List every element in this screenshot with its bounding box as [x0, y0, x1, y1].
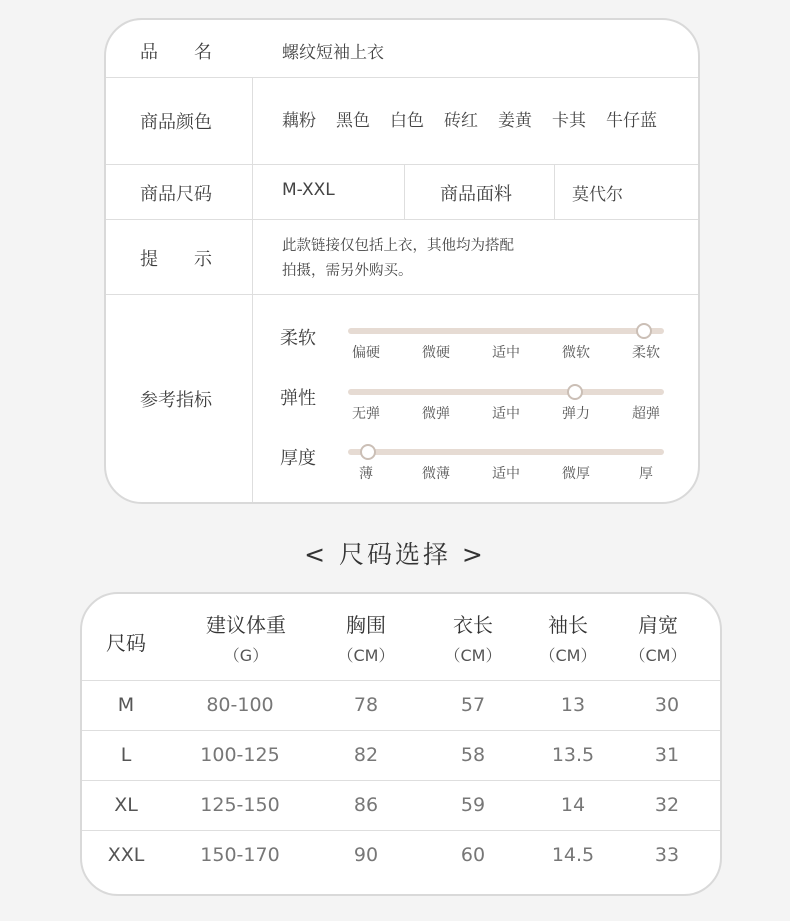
header-title: 袖长	[548, 613, 588, 637]
table-cell: 58	[460, 744, 486, 766]
header-unit: （CM）	[444, 646, 502, 665]
header-shoulder	[598, 608, 718, 670]
divider	[82, 830, 722, 831]
divider	[106, 77, 700, 78]
tick-label: 适中	[492, 466, 520, 482]
tick-label: 微厚	[562, 466, 590, 482]
header-chest	[306, 608, 426, 670]
note-text	[282, 234, 612, 284]
thickness-slider	[348, 449, 664, 455]
size-label: 商品尺码	[140, 184, 212, 205]
tick-label: 微软	[562, 345, 590, 361]
size-chart-card	[80, 592, 722, 896]
table-cell: 82	[353, 744, 379, 766]
header-unit: （G）	[223, 646, 269, 665]
header-unit: （CM）	[337, 646, 395, 665]
header-weight	[186, 608, 306, 670]
header-unit: （CM）	[629, 646, 687, 665]
header-title: 建议体重	[206, 613, 286, 637]
divider	[82, 780, 722, 781]
tick-label: 薄	[359, 466, 373, 482]
thickness-ticks	[336, 463, 676, 483]
color-option: 白色	[390, 111, 424, 131]
divider	[106, 219, 700, 220]
indicator-name-softness: 柔软	[280, 328, 316, 349]
softness-ticks	[336, 342, 676, 362]
color-option: 牛仔蓝	[606, 111, 657, 131]
table-cell: 100-125	[200, 744, 280, 766]
table-cell: XXL	[107, 844, 145, 866]
header-title: 肩宽	[638, 613, 678, 637]
color-option: 砖红	[444, 111, 478, 131]
table-cell: 125-150	[200, 794, 280, 816]
fabric-value: 莫代尔	[572, 185, 623, 205]
tick-label: 弹力	[562, 406, 590, 422]
color-label: 商品颜色	[140, 112, 212, 133]
tick-label: 微薄	[422, 466, 450, 482]
table-cell: 86	[353, 794, 379, 816]
index-label: 参考指标	[140, 390, 212, 411]
table-cell: 13.5	[551, 744, 595, 766]
divider	[82, 680, 722, 681]
tick-label: 偏硬	[352, 345, 380, 361]
slider-knob	[567, 384, 583, 400]
header-title: 胸围	[346, 613, 386, 637]
color-list	[282, 106, 657, 131]
table-cell: 14	[560, 794, 586, 816]
table-cell: 14.5	[551, 844, 595, 866]
name-value: 螺纹短袖上衣	[282, 43, 384, 63]
table-cell: 60	[460, 844, 486, 866]
note-line: 拍摄，需另外购买。	[282, 263, 413, 279]
header-title: 尺码	[106, 631, 146, 655]
tick-label: 厚	[639, 466, 653, 482]
table-cell: 78	[353, 694, 379, 716]
fabric-label: 商品面料	[440, 184, 512, 205]
table-cell: 33	[654, 844, 680, 866]
tick-label: 柔软	[632, 345, 660, 361]
tick-label: 微弹	[422, 406, 450, 422]
header-title: 衣长	[453, 613, 493, 637]
color-option: 卡其	[552, 111, 586, 131]
table-cell: 30	[654, 694, 680, 716]
table-cell: 13	[560, 694, 586, 716]
color-option: 姜黄	[498, 111, 532, 131]
header-unit: （CM）	[539, 646, 597, 665]
tick-label: 适中	[492, 345, 520, 361]
table-cell: 57	[460, 694, 486, 716]
tick-label: 适中	[492, 406, 520, 422]
divider	[82, 730, 722, 731]
indicator-name-thickness: 厚度	[280, 448, 316, 469]
indicator-name-elasticity: 弹性	[280, 388, 316, 409]
slider-knob	[636, 323, 652, 339]
table-cell: 150-170	[200, 844, 280, 866]
tick-label: 微硬	[422, 345, 450, 361]
divider	[106, 294, 700, 295]
table-cell: 90	[353, 844, 379, 866]
color-option: 藕粉	[282, 111, 316, 131]
tick-label: 无弹	[352, 406, 380, 422]
divider	[404, 164, 405, 219]
note-label: 提 示	[140, 249, 212, 270]
header-size	[80, 626, 186, 660]
divider	[252, 77, 253, 504]
note-line: 此款链接仅包括上衣，其他均为搭配	[282, 238, 514, 254]
table-cell: M	[117, 694, 135, 716]
product-info-card	[104, 18, 700, 504]
size-value: M-XXL	[282, 180, 335, 200]
tick-label: 超弹	[632, 406, 660, 422]
table-cell: 59	[460, 794, 486, 816]
table-cell: L	[120, 744, 132, 766]
section-title: < 尺码选择 >	[304, 540, 486, 569]
elasticity-slider	[348, 389, 664, 395]
slider-knob	[360, 444, 376, 460]
table-cell: 80-100	[206, 694, 274, 716]
softness-slider	[348, 328, 664, 334]
table-cell: 32	[654, 794, 680, 816]
elasticity-ticks	[336, 403, 676, 423]
divider	[106, 164, 700, 165]
divider	[554, 164, 555, 219]
color-option: 黑色	[336, 111, 370, 131]
name-label: 品 名	[140, 42, 212, 63]
table-cell: 31	[654, 744, 680, 766]
table-cell: XL	[114, 794, 138, 816]
